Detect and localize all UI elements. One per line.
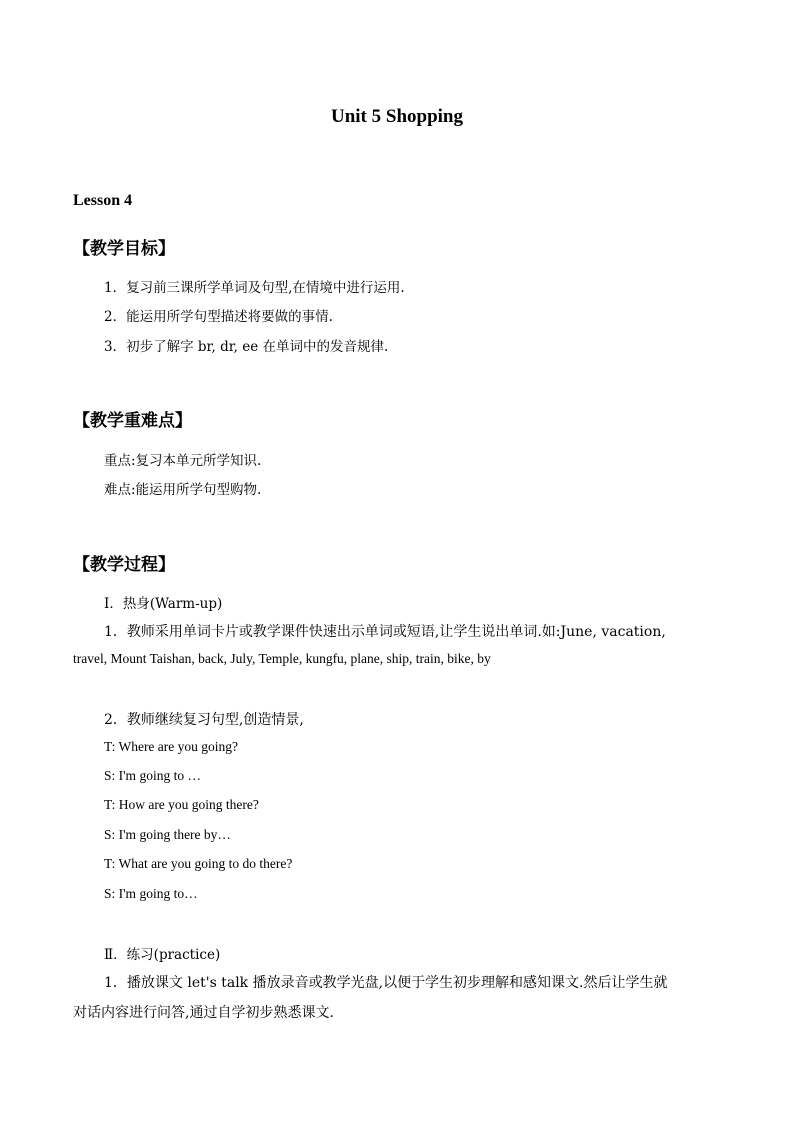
dialogue-line-4: S: I'm going there by… <box>104 827 231 842</box>
dialogue-line-1: T: Where are you going? <box>104 739 239 754</box>
dialogue-line-2: S: I'm going to … <box>104 768 201 783</box>
warmup-item-2: 2．教师继续复习句型,创造情景, <box>104 712 304 728</box>
lesson-label: Lesson 4 <box>73 192 133 209</box>
warmup-item-1-line-1: 1．教师采用单词卡片或教学课件快速出示单词或短语,让学生说出单词.如:June, vacation, <box>104 624 666 640</box>
objective-item-1: 1．复习前三课所学单词及句型,在情境中进行运用. <box>104 280 405 296</box>
dialogue-line-5: T: What are you going to do there? <box>104 856 293 871</box>
warmup-heading: Ⅰ．热身(Warm-up) <box>104 596 223 612</box>
key-points-heading: 【教学重难点】 <box>73 411 192 431</box>
key-point-item-2: 难点:能运用所学句型购物. <box>104 482 262 498</box>
practice-heading: Ⅱ．练习(practice) <box>104 947 221 963</box>
warmup-item-1-line-2: travel, Mount Taishan, back, July, Temple, kungfu, plane, ship, train, bike, by <box>73 651 491 666</box>
dialogue-line-6: S: I'm going to… <box>104 886 198 901</box>
objective-item-3: 3．初步了解字 br, dr, ee 在单词中的发音规律. <box>104 339 389 355</box>
process-heading: 【教学过程】 <box>73 555 175 575</box>
document-title: Unit 5 Shopping <box>330 106 463 127</box>
objective-item-2: 2．能运用所学句型描述将要做的事情. <box>104 309 333 325</box>
practice-item-1-line-2: 对话内容进行问答,通过自学初步熟悉课文. <box>73 1005 334 1021</box>
key-point-item-1: 重点:复习本单元所学知识. <box>104 453 262 469</box>
practice-item-1-line-1: 1．播放课文 let's talk 播放录音或教学光盘,以便于学生初步理解和感知课文.然后让学生就 <box>104 975 668 991</box>
objectives-heading: 【教学目标】 <box>73 239 175 259</box>
dialogue-line-3: T: How are you going there? <box>104 797 259 812</box>
